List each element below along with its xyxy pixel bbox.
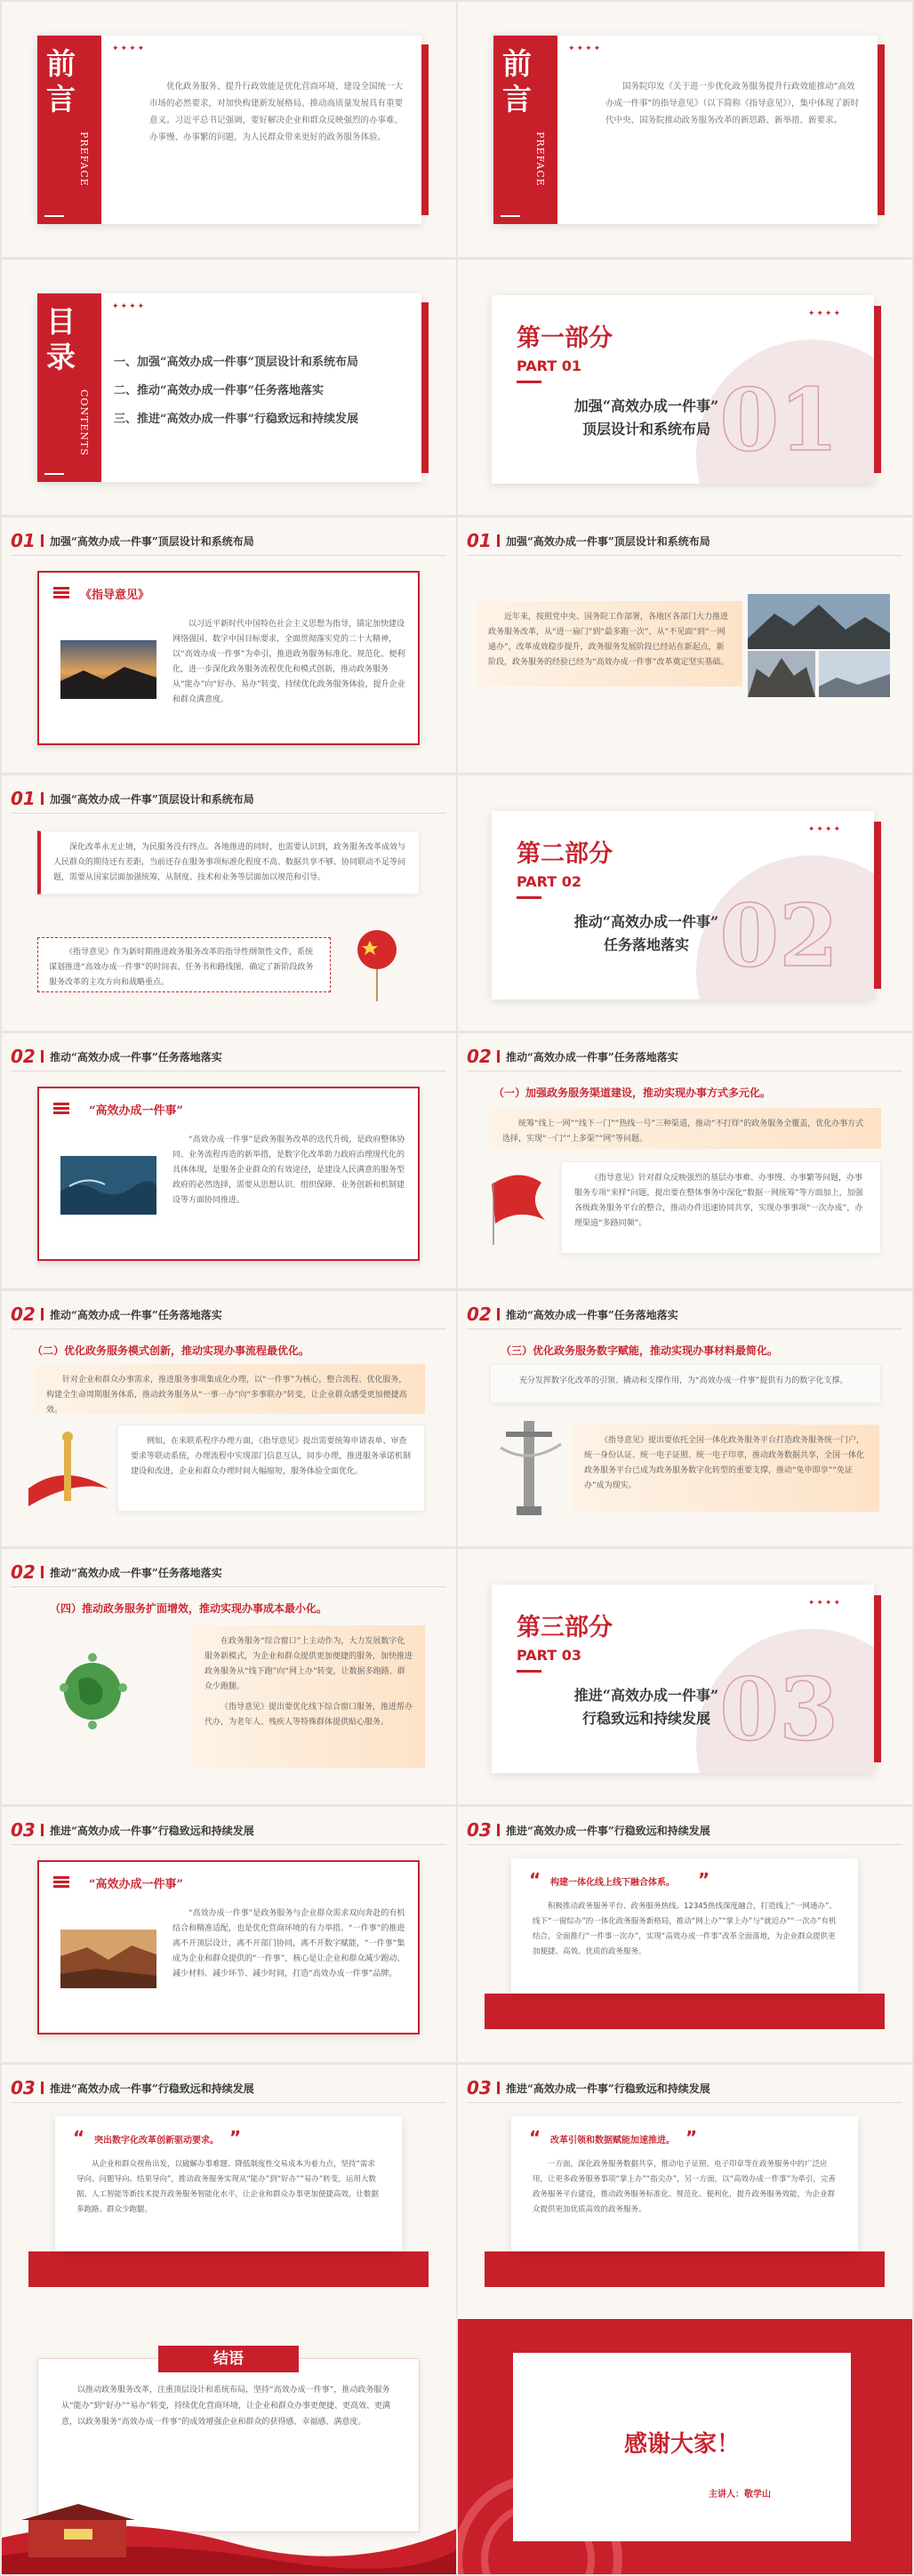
- header-text: 推进“高效办成一件事”行稳致远和持续发展: [506, 2082, 710, 2095]
- preface-text: 优化政务服务、提升行政效能是优化营商环境、建设全国统一大市场的必然要求，对加快构建新发展格局、推动高质量发展具有重要意义。习近平总书记强调，要好解决企业和群众反映强烈的办事难、办事慢、办事繁的问题，为人民群众带来更好的政务服务体验。: [149, 82, 404, 142]
- star-decoration: ✦✦✦✦: [807, 1599, 842, 1608]
- cliff-image: [748, 651, 815, 697]
- accent-edge: [874, 1595, 881, 1762]
- header-number: 03: [467, 2077, 492, 2099]
- header-number: 03: [467, 1819, 492, 1841]
- header-line: [467, 555, 902, 556]
- speaker-label: 主讲人：敬学山: [709, 2490, 771, 2500]
- part-subtitle-line2: 顶层设计和系统布局: [581, 421, 710, 437]
- tiananmen-wave-decoration: [2, 2493, 456, 2574]
- header-bar: [497, 1824, 500, 1836]
- slide-header: [11, 1821, 446, 1839]
- header-number: 02: [11, 1561, 36, 1583]
- part-subtitle-line1: 推动“高效办成一件事”: [573, 913, 719, 930]
- section-title: （一）加强政务服务渠道建设，推动实现办事方式多元化。: [493, 1087, 772, 1099]
- slide-02-concept: [2, 1033, 456, 1288]
- header-bar: [497, 1050, 500, 1063]
- header-text: 推动“高效办成一件事”任务落地落实: [50, 1051, 222, 1063]
- conclusion-title: 结语: [158, 2346, 299, 2372]
- header-bar: [41, 534, 44, 547]
- header-text: 加强“高效办成一件事”顶层设计和系统布局: [50, 793, 254, 806]
- preface-band: [37, 36, 101, 224]
- toc-item-1[interactable]: 一、加强“高效办成一件事”顶层设计和系统布局: [114, 356, 358, 369]
- header-bar: [41, 1566, 44, 1578]
- preface-title: 前言: [46, 46, 76, 116]
- conclusion-text: 以推动政务服务改革，注重顶层设计和系统布局，坚持“高效办成一件事”，推动政务服务从“能办”到“好办”“易办”转变，持续优化营商环境，让企业和群众办事更便捷、更高效、更满意，以政务服务“高效办成一件事”的成效增强企业和群众的获得感、幸福感、满意度。: [61, 2386, 390, 2427]
- box-text: “高效办成一件事”是政务服务与企业群众需求双向奔赴的有机结合和精准适配，也是优化营商环境的有力举措。“一件事”的推进离不开顶层设计，离不开部门协同，离不开数字赋能，“一件事”集成为企业和群众提供的“一件事”，核心是让企业和群众减少跑动、减少材料、减少环节、减少时间，打造“高效办成一件事”品牌。: [172, 1909, 405, 1978]
- slide-01-reform: [458, 518, 912, 773]
- box-text: 以习近平新时代中国特色社会主义思想为指导，锚定加快建设网络强国、数字中国目标要求，全面贯彻落实党的二十大精神，以“高效办成一件事”为牵引，推进政务服务标准化、规范化、便利化，进一步深化政务服务流程优化和模式创新，推动政务服务从“能办”向“好办、易办”转变，持续优化政务服务体验，提升企业和群众满意度。: [172, 620, 405, 704]
- star-decoration: ✦✦✦✦: [112, 302, 147, 311]
- band-text-box: 统筹“线上一网”“线下一门”“热线一号”三种渠道，推动“不打烊”的政务服务全覆盖，优化办事方式选择，实现“一门”“上多渠”“网”等问题。: [490, 1108, 881, 1149]
- header-number: 03: [11, 2077, 36, 2099]
- accent-edge: [421, 302, 429, 473]
- huabiao-pillar-icon: [493, 1412, 565, 1517]
- header-text: 推动“高效办成一件事”任务落地落实: [50, 1567, 222, 1579]
- part-title: 第一部分: [517, 325, 613, 352]
- part-big-number: 02: [719, 886, 838, 986]
- slide-01-guidance: [2, 518, 456, 773]
- header-line: [467, 1844, 902, 1845]
- header-text: 推动“高效办成一件事”任务落地落实: [506, 1309, 678, 1321]
- header-bar: [497, 534, 500, 547]
- part-title: 第三部分: [517, 1614, 613, 1641]
- preface-en: PREFACE: [534, 132, 546, 187]
- slide-03-innovation: [2, 2065, 456, 2320]
- header-number: 03: [11, 1819, 36, 1841]
- box-text: “高效办成一件事”是政务服务改革的迭代升级，是政府整体协同、业务流程再造的新举措，是数字化改革助力政府治理现代化的具体体现，是服务企业群众的有效途径，是建设人民满意的服务型政府的必然选择，需要从思想认识、组织保障、业务创新和机制建设等方面协同推进。: [172, 1136, 405, 1205]
- header-bar: [41, 1308, 44, 1320]
- part-subtitle: [549, 395, 744, 441]
- slide-03-data: [458, 2065, 912, 2320]
- slide-part-1: [458, 260, 912, 515]
- slide-preface-2: [458, 2, 912, 257]
- text-paragraph-2: 《指导意见》提出要优化线下综合窗口服务，推进帮办代办，为老年人、残疾人等特殊群体提供贴心服务。: [204, 1703, 413, 1727]
- box-title: “高效办成一件事”: [89, 1104, 183, 1118]
- header-number: 01: [11, 788, 36, 809]
- sky-image: [819, 651, 890, 697]
- header-line: [11, 555, 446, 556]
- toc-item-2[interactable]: 二、推动“高效办成一件事”任务落地落实: [114, 384, 324, 397]
- toc-band: [37, 293, 101, 482]
- part-title: 第二部分: [517, 840, 613, 868]
- red-base-bar: [485, 2251, 885, 2287]
- lower-text-box: 《指导意见》作为新时期推进政务服务改革的指导性纲领性文件，系统谋划推进“高效办成一件事”的时间表、任务书和路线图，确定了新阶段政务服务改革的主攻方向和战略重点。: [37, 937, 331, 992]
- header-number: 02: [11, 1304, 36, 1325]
- slide-header: [11, 790, 446, 807]
- preface-stripe: [44, 215, 64, 217]
- header-number: 01: [467, 530, 492, 551]
- part-rule: [517, 381, 541, 383]
- preface-text: 国务院印发《关于进一步优化政务服务提升行政效能推动“高效办成一件事”的指导意见》（以下简称《指导意见》），集中体现了新时代中央、国务院推动政务服务改革的新思路、新举措、新要求。: [605, 82, 860, 125]
- quote-text: 从企业和群众视角出发，以破解办事难题、降低制度性交易成本为着力点，坚持“需求导向、问题导向、结果导向”，推动政务服务实现从“能办”到“好办”“易办”转变，运用大数据、人工智能等新技术提升政务服务智能化水平，让企业和群众办事更加便捷高效，让数据多跑路、群众少跑腿。: [76, 2160, 380, 2214]
- canyon-landscape-image: [60, 1930, 156, 1988]
- upper-text-box: 充分发挥数字化改革的引领、撬动和支撑作用，为“高效办成一件事”提供有力的数字化支撑。: [490, 1364, 881, 1403]
- toc-title: 目录: [46, 304, 76, 374]
- toc-list: [114, 349, 358, 434]
- quote-open-icon: “: [73, 2127, 85, 2148]
- part-subtitle-line2: 行稳致远和持续发展: [581, 1710, 710, 1727]
- quote-text: 积极推动政务服务平台、政务服务热线、12345热线深度融合，打造线上“一网通办”、线下“一窗综办”的一体化政务服务新格局，推动“网上办”“掌上办”与“就近办”“一次办”有机结合，全面推行“一件事一次办”，实现“高效办成一件事”改革全面落地，为企业群众提供更加便捷、高效、优质的政务服务。: [533, 1902, 837, 1956]
- content-box: [37, 1087, 420, 1261]
- part-number: PART 01: [517, 357, 581, 374]
- section-title: （四）推动政务服务扩面增效，推动实现办事成本最小化。: [50, 1602, 328, 1615]
- toc-en: CONTENTS: [78, 389, 90, 456]
- quote-close-icon: ”: [698, 1869, 710, 1890]
- header-text: 加强“高效办成一件事”顶层设计和系统布局: [50, 535, 254, 548]
- ocean-wave-image: [60, 1156, 156, 1215]
- header-text: 推进“高效办成一件事”行稳致远和持续发展: [50, 2082, 254, 2095]
- slide-toc: [2, 260, 456, 515]
- part-rule: [517, 896, 541, 899]
- part-subtitle: [549, 911, 744, 957]
- slide-header: [467, 1305, 902, 1323]
- part-big-number: 01: [719, 370, 838, 470]
- slide-header: [467, 1047, 902, 1065]
- list-icon: [53, 1876, 69, 1889]
- toc-card: [37, 293, 421, 482]
- header-number: 02: [467, 1304, 492, 1325]
- slide-02-channels: [458, 1033, 912, 1288]
- box-title: “高效办成一件事”: [89, 1878, 183, 1891]
- header-bar: [497, 1308, 500, 1320]
- part-subtitle-line2: 任务落地落实: [603, 936, 689, 953]
- section-title: （二）优化政务服务模式创新，推动实现办事流程最优化。: [32, 1344, 310, 1357]
- slide-header: [11, 1563, 446, 1581]
- toc-stripe: [44, 473, 64, 475]
- band-text-box: [192, 1625, 425, 1768]
- toc-item-3[interactable]: 三、推进“高效办成一件事”行稳致远和持续发展: [114, 413, 358, 426]
- green-globe-icon: [48, 1647, 137, 1736]
- quote-title: 构建一体化线上线下融合体系。: [550, 1878, 675, 1888]
- part-big-number: 03: [719, 1659, 838, 1760]
- header-text: 推进“高效办成一件事”行稳致远和持续发展: [50, 1825, 254, 1837]
- slide-02-model: [2, 1291, 456, 1546]
- header-text: 推动“高效办成一件事”任务落地落实: [50, 1309, 222, 1321]
- slide-preface-1: [2, 2, 456, 257]
- header-bar: [497, 2082, 500, 2094]
- star-decoration: ✦✦✦✦: [112, 44, 147, 53]
- header-line: [11, 1844, 446, 1845]
- part-subtitle-line1: 加强“高效办成一件事”: [573, 397, 719, 414]
- quote-close-icon: ”: [229, 2127, 242, 2148]
- band-text-box: 近年来，按照党中央、国务院工作部署，各地区各部门大力推进政务服务改革，从“进一扇门”到“最多跑一次”，从“不见面”到“一网通办”，改革成效稳步提升，政务服务发展阶段已经站在新起点，新阶段，政务服务的经验已经为“高效办成一件事”改革奠定坚实基础。: [476, 601, 742, 686]
- huabiao-ribbon-icon: [28, 1426, 108, 1515]
- thanks-title: 感谢大家！: [623, 2431, 740, 2458]
- slide-header: [467, 1821, 902, 1839]
- header-line: [467, 2102, 902, 2103]
- accent-edge: [421, 44, 429, 215]
- upper-text-box: 深化改革永无止境，为民服务没有终点。各地推进的同时，也需要认识到，政务服务改革成效与人民群众的期待还有差距，当前还存在服务事项标准化程度不高、数据共享不够、协同联动不足等问题，需要从国家层面加强统筹，从制度、技术和业务等层面加以规范和引导。: [37, 831, 420, 895]
- text-paragraph-1: 在政务服务“综合窗口”上主动作为，大力发展数字化服务新模式，为企业和群众提供更加便捷的服务，加快推进政务服务从“线下跑”向“网上办”转变，让数据多跑路、群众少跑腿。: [204, 1637, 413, 1691]
- slide-header: [11, 1305, 446, 1323]
- header-number: 02: [467, 1046, 492, 1067]
- slide-02-efficiency: [2, 1549, 456, 1804]
- quote-card: [511, 2116, 858, 2251]
- part-subtitle: [549, 1684, 744, 1730]
- red-base-bar: [28, 2251, 429, 2287]
- preface-stripe: [501, 215, 520, 217]
- slide-header: [11, 1047, 446, 1065]
- header-text: 推进“高效办成一件事”行稳致远和持续发展: [506, 1825, 710, 1837]
- accent-edge: [878, 44, 885, 215]
- slide-01-significance: [2, 775, 456, 1031]
- star-decoration: ✦✦✦✦: [568, 44, 603, 53]
- accent-edge: [874, 822, 881, 989]
- header-bar: [41, 1050, 44, 1063]
- slide-part-3: [458, 1549, 912, 1804]
- header-number: 02: [11, 1046, 36, 1067]
- part-card: [492, 1585, 874, 1773]
- slide-header: [467, 2079, 902, 2097]
- slide-02-digital: [458, 1291, 912, 1546]
- part-card: [492, 295, 874, 484]
- part-card: [492, 811, 874, 999]
- quote-text: 一方面，深化政务服务数据共享，推动电子证照、电子印章等在政务服务中的广泛应用，让更多政务服务事项“掌上办”“指尖办”，另一方面，以“高效办成一件事”为牵引，完善政务服务平台建设，推动政务服务标准化、规范化、便利化，提升政务服务效能，为企业群众提供更加优质高效的政务服务。: [533, 2160, 836, 2214]
- part-number: PART 03: [517, 1647, 581, 1664]
- header-text: 推动“高效办成一件事”任务落地落实: [506, 1051, 678, 1063]
- header-bar: [41, 1824, 44, 1836]
- part-subtitle-line1: 推进“高效办成一件事”: [573, 1687, 719, 1704]
- slide-03-brand: [2, 1807, 456, 2062]
- quote-open-icon: “: [529, 1869, 541, 1890]
- header-line: [11, 813, 446, 814]
- band-text-box: 《指导意见》提出要依托全国一体化政务服务平台打造政务服务统一门户，统一身份认证、统一电子证照、统一电子印章，推动政务数据共享，全国一体化政务服务平台已成为政务服务数字化转型的重要支撑，推动“免申即享”“免证办”成为现实。: [572, 1424, 879, 1512]
- header-text: 加强“高效办成一件事”顶层设计和系统布局: [506, 535, 710, 548]
- header-line: [11, 2102, 446, 2103]
- header-bar: [41, 792, 44, 805]
- red-base-bar: [485, 1994, 885, 2029]
- star-decoration: ✦✦✦✦: [807, 309, 842, 318]
- quote-title: 改革引领和数据赋能加速推进。: [550, 2136, 675, 2146]
- preface-title: 前言: [502, 46, 532, 116]
- slide-header: [11, 2079, 446, 2097]
- slide-header: [467, 532, 902, 550]
- quote-card: [511, 1858, 858, 1994]
- text-box: 例如，在来联系程序办理方面，《指导意见》提出需要统筹申请表单、审查要求等联动系统，办理流程中实现部门信息互认，同步办理，推进服务承诺机制建设和改进，企业和群众办理时间大幅缩短，服务体验全面优化。: [117, 1424, 425, 1512]
- header-line: [467, 1328, 902, 1329]
- header-line: [11, 1586, 446, 1587]
- thanks-card: [513, 2353, 851, 2541]
- content-box: [37, 1860, 420, 2034]
- quote-open-icon: “: [529, 2127, 541, 2148]
- slide-conclusion: [2, 2319, 456, 2574]
- list-icon: [53, 587, 69, 599]
- slide-03-integration: [458, 1807, 912, 2062]
- content-box: [37, 571, 420, 745]
- section-title: （三）优化政务服务数字赋能，推动实现办事材料最简化。: [501, 1344, 779, 1357]
- list-icon: [53, 1103, 69, 1115]
- star-decoration: ✦✦✦✦: [807, 825, 842, 834]
- accent-edge: [874, 306, 881, 473]
- part-number: PART 02: [517, 873, 581, 890]
- band-text-box: 针对企业和群众办事需求，推进服务事项集成化办理，以“一件事”为核心，整合流程、优化服务，构建全生命周期服务体系，推动政务服务从“一事一办”向“多事联办”转变，让企业群众感受更加便捷高效。: [34, 1364, 425, 1414]
- red-flag-icon: [483, 1167, 554, 1247]
- mountain-image: [748, 594, 890, 649]
- box-title: 《指导意见》: [80, 589, 150, 602]
- header-bar: [41, 2082, 44, 2094]
- slide-thanks: [458, 2319, 912, 2574]
- text-box: 《指导意见》针对群众反映强烈的基层办事难、办事慢、办事繁等问题，办事服务专项“来样”问题，提出要在整体事务中深化“数据一网统筹”等方面加上，加强各级政务服务平台的整合，推动办件迅速协同共享，实现办事事项“一次办成”，办理渠道“多路同频”。: [561, 1161, 881, 1254]
- quote-title: 突出数字化改革创新驱动要求。: [94, 2136, 219, 2146]
- sunset-landscape-image: [60, 640, 156, 699]
- header-number: 01: [11, 530, 36, 551]
- preface-en: PREFACE: [78, 132, 90, 187]
- slide-header: [11, 532, 446, 550]
- quote-card: [55, 2116, 402, 2251]
- preface-card: [493, 36, 878, 224]
- flag-balloon-icon: [350, 925, 405, 1005]
- part-rule: [517, 1670, 541, 1673]
- header-line: [11, 1328, 446, 1329]
- quote-close-icon: ”: [686, 2127, 698, 2148]
- preface-card: [37, 36, 421, 224]
- slide-part-2: [458, 775, 912, 1031]
- preface-band: [493, 36, 557, 224]
